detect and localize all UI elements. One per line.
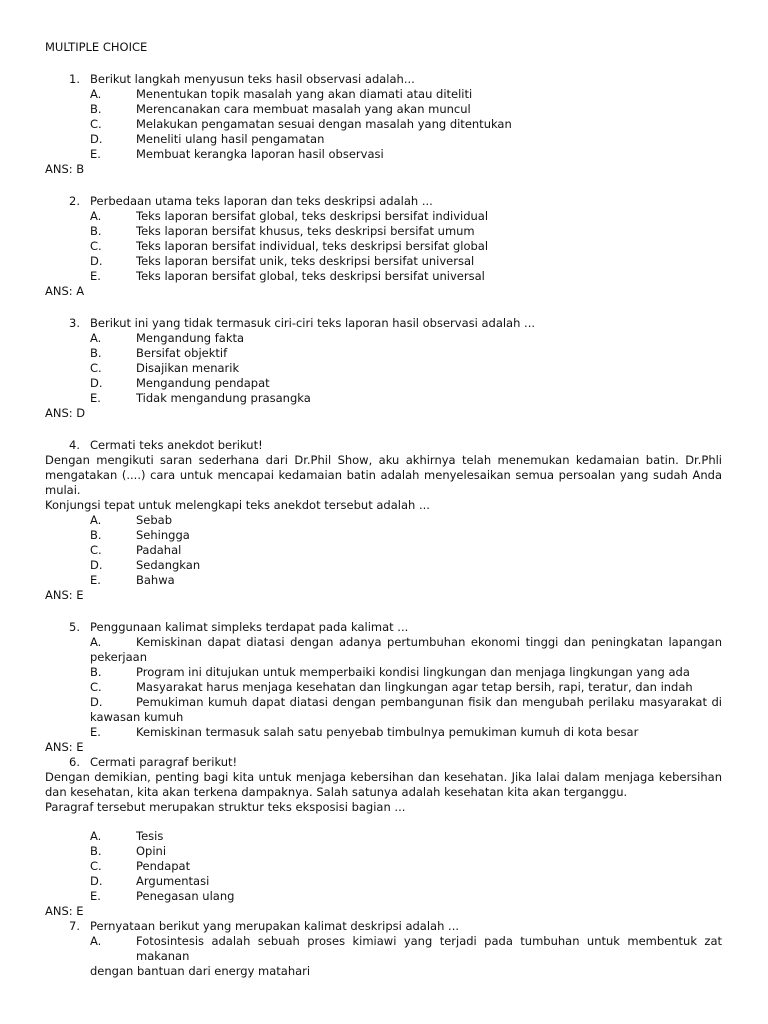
- answer-key: ANS: E: [45, 588, 84, 602]
- option: A. Tesis: [90, 829, 164, 843]
- question-number: 2.: [69, 194, 80, 208]
- option: A. Menentukan topik masalah yang akan diamati atau diteliti: [90, 87, 473, 101]
- option: D. Sedangkan: [90, 558, 201, 572]
- passage-text: Dengan mengikuti saran sederhana dari Dr.Phil Show, aku akhirnya telah menemukan kedamaian batin. Dr.Phli mengatakan (....) cara untuk mencapai kedamaian batin adalah menyelesaikan semua persoalan yang sudah Anda mulai.: [45, 453, 722, 497]
- question-5: [45, 620, 722, 755]
- question-text: Perbedaan utama teks laporan dan teks deskripsi adalah ...: [90, 194, 433, 208]
- option: A. Teks laporan bersifat global, teks deskripsi bersifat individual: [90, 209, 489, 223]
- question-number: 3.: [69, 316, 80, 330]
- option: D. Mengandung pendapat: [90, 376, 270, 390]
- option: B. Opini: [90, 844, 167, 858]
- answer-key: ANS: D: [45, 406, 86, 420]
- option: B. Sehingga: [90, 528, 190, 542]
- question-text: Pernyataan berikut yang merupakan kalimat deskripsi adalah ...: [90, 919, 460, 933]
- option: C. Teks laporan bersifat individual, teks deskripsi bersifat global: [90, 239, 489, 253]
- option: D. Meneliti ulang hasil pengamatan: [90, 132, 325, 146]
- option: B. Teks laporan bersifat khusus, teks deskripsi bersifat umum: [90, 224, 475, 238]
- answer-key: ANS: B: [45, 162, 85, 176]
- option: C. Disajikan menarik: [90, 361, 240, 375]
- question-text: Berikut langkah menyusun teks hasil observasi adalah...: [90, 72, 415, 86]
- option: C. Pendapat: [90, 859, 191, 873]
- answer-key: ANS: E: [45, 904, 84, 918]
- question-number: 7.: [69, 919, 80, 933]
- option: C. Padahal: [90, 543, 182, 557]
- option: D. Pemukiman kumuh dapat diatasi dengan pembangunan fisik dan mengubah perilaku masyarakat di kawasan kumuh: [90, 695, 722, 724]
- document-page: [45, 40, 722, 979]
- option: B. Bersifat objektif: [90, 346, 228, 360]
- question-number: 6.: [69, 755, 80, 769]
- question-text: Berikut ini yang tidak termasuk ciri-ciri teks laporan hasil observasi adalah ...: [90, 316, 536, 330]
- passage-text: Dengan demikian, penting bagi kita untuk menjaga kebersihan dan kesehatan. Jika lalai dalam menjaga kebersihan dan kesehatan, kita akan terkena dampaknya. Salah satunya adalah kesehatan kita akan terganggu.: [45, 770, 722, 799]
- option: D. Argumentasi: [90, 874, 210, 888]
- question-prompt: Paragraf tersebut merupakan struktur teks eksposisi bagian ...: [45, 800, 406, 814]
- option: C. Melakukan pengamatan sesuai dengan masalah yang ditentukan: [90, 117, 512, 131]
- option: A. Kemiskinan dapat diatasi dengan adanya pertumbuhan ekonomi tinggi dan peningkatan lapangan pekerjaan: [90, 635, 722, 664]
- option: E. Bahwa: [90, 573, 175, 587]
- question-number: 5.: [69, 620, 80, 634]
- option: E. Teks laporan bersifat global, teks deskripsi bersifat universal: [90, 269, 485, 283]
- option: E. Membuat kerangka laporan hasil observasi: [90, 147, 384, 161]
- answer-key: ANS: E: [45, 740, 84, 754]
- question-text: Cermati teks anekdot berikut!: [90, 438, 263, 452]
- question-7: [45, 919, 722, 979]
- option: E. Tidak mengandung prasangka: [90, 391, 311, 405]
- question-3: [45, 316, 722, 421]
- option: C. Masyarakat harus menjaga kesehatan dan lingkungan agar tetap bersih, rapi, teratur, dan indah: [90, 680, 693, 694]
- question-number: 4.: [69, 438, 80, 452]
- option: B. Merencanakan cara membuat masalah yang akan muncul: [90, 102, 471, 116]
- answer-key: ANS: A: [45, 284, 85, 298]
- question-number: 1.: [69, 72, 80, 86]
- question-1: [45, 72, 722, 177]
- option: E. Penegasan ulang: [90, 889, 235, 903]
- question-prompt: Konjungsi tepat untuk melengkapi teks anekdot tersebut adalah ...: [45, 498, 430, 512]
- option: E. Kemiskinan termasuk salah satu penyebab timbulnya pemukiman kumuh di kota besar: [90, 725, 639, 739]
- option: A. Fotosintesis adalah sebuah proses kimiawi yang terjadi pada tumbuhan untuk membentuk zat makanan dengan bantuan dari energy matahari: [90, 934, 722, 978]
- document-heading: MULTIPLE CHOICE: [45, 40, 148, 54]
- question-6: [45, 755, 722, 919]
- question-4: [45, 438, 722, 603]
- question-text: Cermati paragraf berikut!: [90, 755, 238, 769]
- option: B. Program ini ditujukan untuk memperbaiki kondisi lingkungan dan menjaga lingkungan yang ada: [90, 665, 690, 679]
- question-2: [45, 194, 722, 299]
- option: D. Teks laporan bersifat unik, teks deskripsi bersifat universal: [90, 254, 475, 268]
- option: A. Mengandung fakta: [90, 331, 245, 345]
- question-text: Penggunaan kalimat simpleks terdapat pada kalimat ...: [90, 620, 409, 634]
- option: A. Sebab: [90, 513, 173, 527]
